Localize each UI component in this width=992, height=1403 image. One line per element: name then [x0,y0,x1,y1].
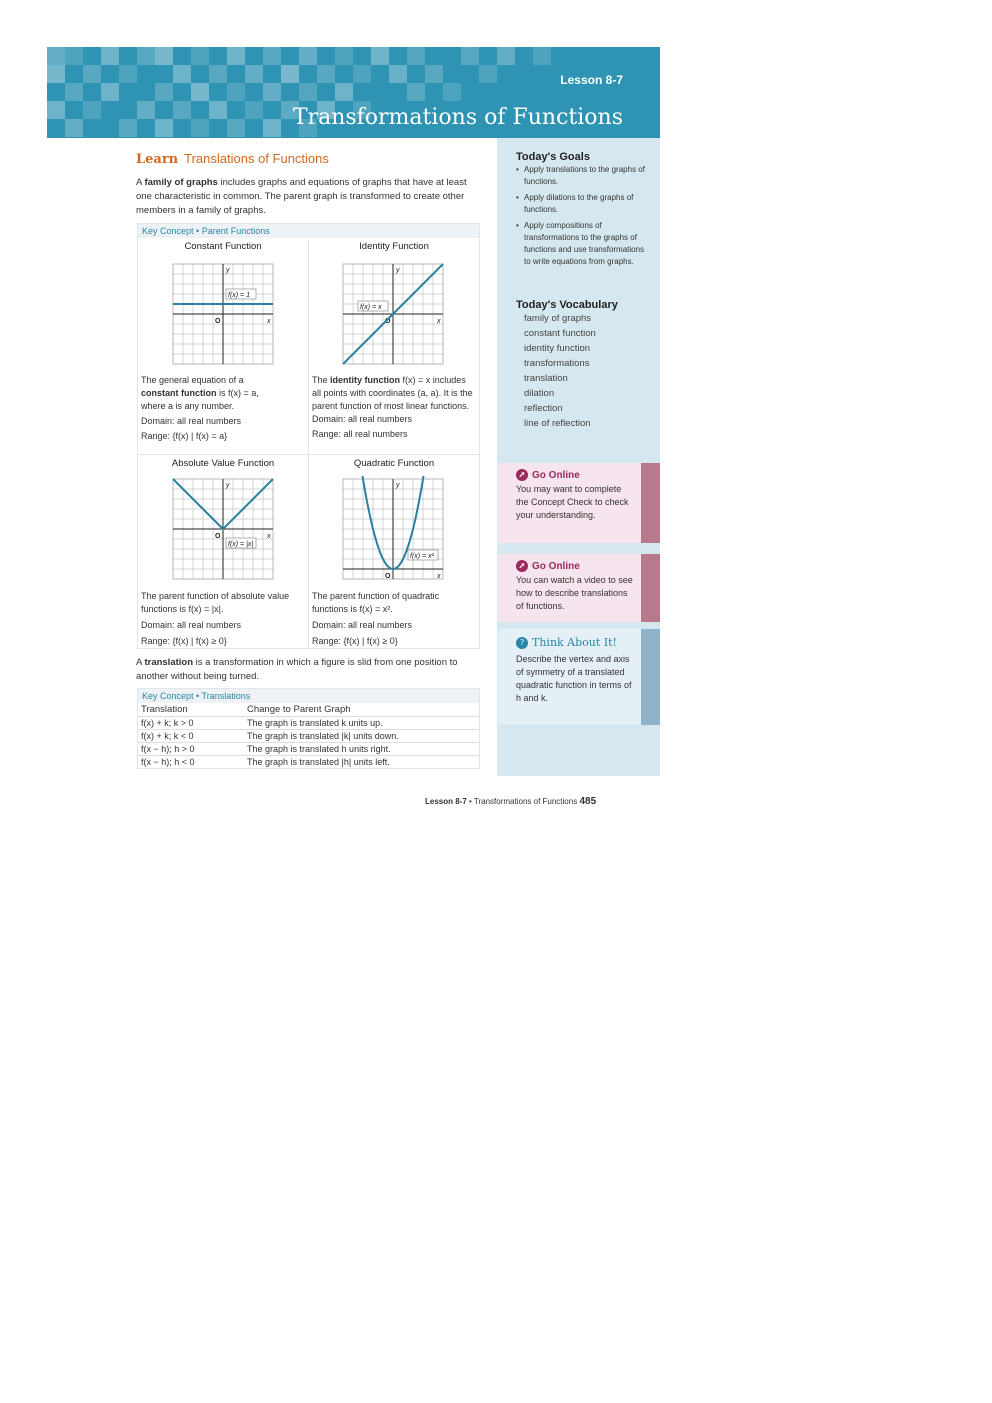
banner-pattern-square [317,65,335,83]
key-concept-translations [137,688,480,769]
banner-pattern-square [227,83,245,101]
page-title: Transformations of Functions [292,105,623,130]
function-label: f(x) = x² [410,553,434,560]
vocab-item[interactable]: line of reflection [524,418,591,429]
think-bubble-icon: ? [516,637,528,649]
y-axis-label: y [396,267,400,274]
banner-pattern-square [47,65,65,83]
col-header-change: Change to Parent Graph [247,704,351,715]
banner-pattern-square [83,101,101,119]
origin-label: O [385,573,391,580]
banner-pattern-square [137,101,155,119]
go-online-title: Go Online [532,469,580,481]
banner-pattern-square [101,83,119,101]
banner-pattern-square [425,65,443,83]
banner-pattern-square [119,65,137,83]
vocab-item[interactable]: family of graphs [524,313,592,324]
identity-function-graph [338,261,448,367]
banner-pattern-square [155,119,173,137]
translation-definition: A translation is a transformation in which a figure is slid from one position to another without being turned. [136,657,458,682]
go-online-title: Go Online [532,560,580,572]
lesson-banner [47,47,660,138]
x-axis-label: x [267,533,271,540]
absolute-function-title: Absolute Value Function [171,458,275,469]
banner-pattern-square [335,47,353,65]
y-axis-label: y [396,482,400,489]
identity-function-title: Identity Function [359,241,429,252]
vocab-list [524,311,596,431]
banner-pattern-square [263,83,281,101]
quadratic-function-text: The parent function of quadratic functions is f(x) = x². Domain: all real numbers Range: {f(x) | f(x) ≥ 0} [312,591,440,646]
banner-pattern-square [443,83,461,101]
function-label: f(x) = |x| [228,541,254,548]
banner-pattern-square [65,83,83,101]
goals-title: Today's Goals [516,151,590,163]
banner-pattern-square [173,101,191,119]
y-axis-label: y [226,482,230,489]
banner-pattern-square [209,101,227,119]
list-item: • Apply compositions of transformations to the graphs of functions and use transformations to write equations from graphs. [516,220,651,268]
learn-subtitle: Translations of Functions [184,151,329,166]
banner-pattern-square [191,83,209,101]
origin-label: O [215,318,221,325]
origin-label: O [215,533,221,540]
banner-pattern-square [47,47,65,65]
banner-pattern-square [227,119,245,137]
banner-pattern-square [335,83,353,101]
learn-label: Learn [136,152,179,167]
cursor-icon: ➚ [516,469,528,481]
vocab-item[interactable]: dilation [524,388,555,399]
footer-lesson: Lesson 8-7 [425,797,467,806]
banner-pattern-square [191,47,209,65]
banner-pattern-square [497,47,515,65]
function-label: f(x) = 1 [228,292,250,299]
banner-pattern-square [155,47,173,65]
identity-function-text: The identity function f(x) = x includes all points with coordinates (a, a). It is the parent function of most linear functions. Domain: all real numbers Range: all real numbers [312,375,473,439]
banner-pattern-square [461,47,479,65]
function-label: f(x) = x [360,304,382,311]
table-row: f(x) + k; k < 0 The graph is translated |k| units down. [138,730,479,743]
quadratic-function-graph [338,476,448,582]
key-concept-bar: Key Concept • Translations [138,689,479,703]
constant-function-graph [168,261,278,367]
vocab-item[interactable]: reflection [524,403,563,414]
banner-pattern-square [245,65,263,83]
banner-pattern-square [65,119,83,137]
go-online-panel[interactable] [498,554,660,622]
vocab-item[interactable]: identity function [524,343,591,354]
x-axis-label: x [437,573,441,580]
banner-pattern-square [389,65,407,83]
page-footer: Lesson 8-7 • Transformations of Functions 485 [425,796,597,807]
banner-pattern-square [299,83,317,101]
x-axis-label: x [437,318,441,325]
list-item: • Apply dilations to the graphs of functions. [516,192,651,216]
quadratic-function-title: Quadratic Function [353,458,435,469]
vocab-item[interactable]: constant function [524,328,596,339]
banner-pattern-square [245,101,263,119]
banner-pattern-square [227,47,245,65]
banner-pattern-square [83,65,101,83]
col-header-translation: Translation [141,704,188,715]
banner-pattern-square [407,47,425,65]
think-title: Think About It! [532,636,617,649]
y-axis-label: y [226,267,230,274]
banner-pattern-square [263,47,281,65]
translations-table [138,703,479,768]
lesson-label: Lesson 8-7 [560,73,623,87]
banner-pattern-square [191,119,209,137]
go-online-panel[interactable] [498,463,660,543]
banner-pattern-square [281,65,299,83]
banner-pattern-square [479,65,497,83]
constant-function-text: The general equation of a constant function is f(x) = a, where a is any number. Domain: all real numbers Range: {f(x) | f(x) = a} [141,375,259,441]
cursor-icon: ➚ [516,560,528,572]
term-family-of-graphs: family of graphs [144,177,218,188]
banner-pattern-square [173,65,191,83]
banner-pattern-square [371,47,389,65]
page-number: 485 [579,796,597,807]
origin-label: O [385,318,391,325]
go-online-body: You may want to complete the Concept Check to check your understanding. [516,484,629,520]
banner-pattern-square [155,83,173,101]
banner-pattern-square [353,65,371,83]
table-row: f(x − h); h > 0 The graph is translated h units right. [138,743,479,756]
banner-pattern-square [209,65,227,83]
banner-pattern-square [65,47,83,65]
banner-pattern-square [137,47,155,65]
vocab-item[interactable]: translation [524,373,568,384]
think-about-it-panel [498,629,660,725]
intro-paragraph: A family of graphs includes graphs and equations of graphs that have at least one characteristic in common. The parent graph is transformed to create other members in a family of graphs. [136,177,467,216]
table-row: f(x − h); h < 0 The graph is translated |h| units left. [138,756,479,769]
constant-function-title: Constant Function [184,241,262,252]
list-item: • Apply translations to the graphs of functions. [516,164,651,188]
banner-pattern-square [101,47,119,65]
learn-heading [136,151,329,167]
term-translation: translation [144,657,194,668]
footer-title: Transformations of Functions [473,797,578,806]
absolute-function-graph [168,476,278,582]
banner-pattern-square [407,83,425,101]
table-row: f(x) + k; k > 0 The graph is translated k units up. [138,717,479,730]
go-online-body: You can watch a video to see how to describe translations of functions. [516,575,633,611]
banner-pattern-square [299,47,317,65]
key-concept-bar: Key Concept • Parent Functions [138,224,479,238]
vocab-title: Today's Vocabulary [516,299,618,311]
key-concept-parent-functions [137,223,480,649]
banner-pattern-square [533,47,551,65]
banner-pattern-square [119,119,137,137]
banner-pattern-square [263,119,281,137]
absolute-function-text: The parent function of absolute value functions is f(x) = |x|. Domain: all real numbers Range: {f(x) | f(x) ≥ 0} [141,591,290,646]
x-axis-label: x [267,318,271,325]
vocab-item[interactable]: transformations [524,358,590,369]
think-body: Describe the vertex and axis of symmetry of a translated quadratic function in terms of h and k. [516,654,632,703]
goals-list [516,164,651,272]
banner-pattern-square [47,101,65,119]
